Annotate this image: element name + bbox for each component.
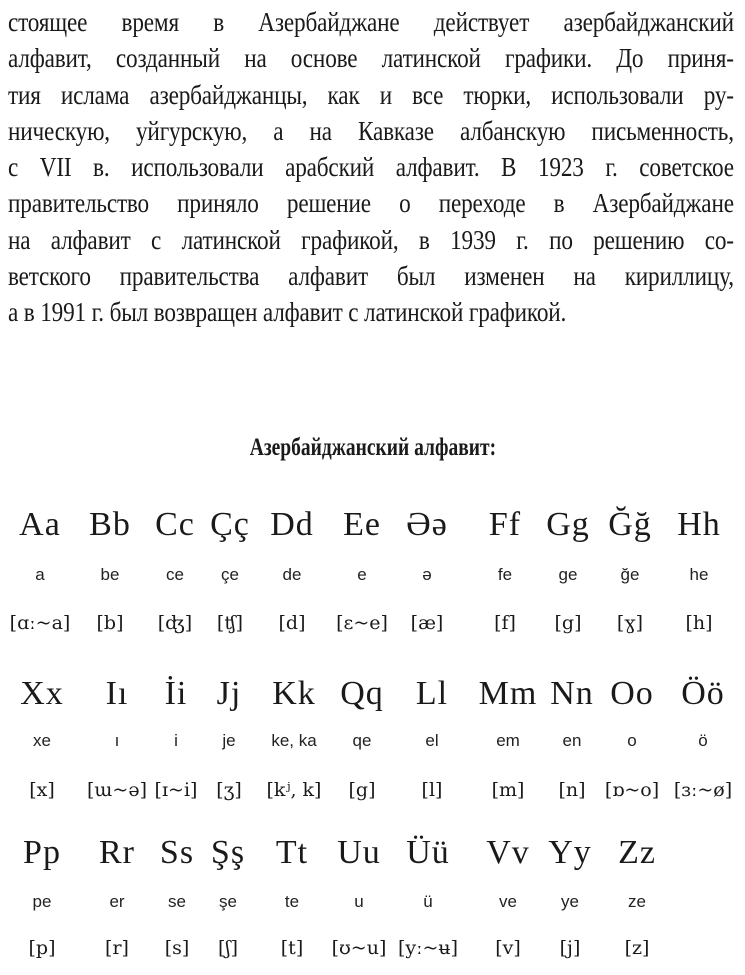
letter-ipa: [d] — [278, 612, 306, 634]
alphabet-letter: Rr — [99, 834, 135, 871]
alphabet-letter: Ğğ — [608, 506, 652, 543]
alphabet-letter: Yy — [548, 834, 592, 871]
letter-ipa: [ʒ] — [216, 779, 242, 801]
alphabet-letter: Gg — [546, 506, 590, 543]
letter-ipa: [z] — [624, 937, 650, 959]
alphabet-letter: Xx — [20, 675, 64, 712]
letter-name: ge — [558, 565, 578, 584]
paragraph-line: ветского правительства алфавит был изменен на кириллицу, — [8, 261, 734, 292]
paragraph-line: тия ислама азербайджанцы, как и все тюрки, использовали ру- — [8, 79, 734, 110]
letter-ipa: [p] — [28, 937, 56, 959]
alphabet-letter: Mm — [478, 675, 538, 712]
letter-name: ö — [698, 731, 708, 750]
alphabet-letter: Zz — [618, 834, 656, 871]
alphabet-letter: Üü — [406, 834, 450, 871]
letter-name: ze — [628, 892, 646, 911]
alphabet-letter: Nn — [550, 675, 594, 712]
alphabet-letter: Cc — [155, 506, 195, 543]
letter-ipa: [v] — [495, 937, 521, 959]
letter-name: a — [35, 565, 45, 584]
letter-name: ğe — [620, 565, 640, 584]
paragraph-line: стоящее время в Азербайджане действует азербайджанский — [8, 7, 734, 37]
letter-ipa: [l] — [421, 779, 443, 801]
letter-name: he — [689, 565, 709, 584]
alphabet-letter: Iı — [105, 675, 129, 712]
letter-name: ce — [166, 565, 184, 584]
letter-name: çe — [221, 565, 239, 584]
paragraph-line: с VII в. использовали арабский алфавит. В 1923 г. советское — [8, 152, 734, 183]
letter-name: şe — [219, 892, 237, 911]
letter-ipa: [ʃ] — [218, 937, 238, 959]
letter-ipa: [ɣ] — [616, 612, 644, 634]
letter-ipa: [ɛ~e] — [336, 612, 388, 634]
letter-ipa: [b] — [96, 612, 124, 634]
letter-name: el — [425, 731, 439, 750]
letter-name: er — [109, 892, 125, 911]
letter-ipa: [j] — [559, 937, 581, 959]
alphabet-letter: İi — [164, 675, 188, 712]
letter-ipa: [ɜː~ø] — [673, 779, 733, 801]
letter-name: se — [168, 892, 186, 911]
letter-name: ə — [422, 565, 432, 584]
letter-name: ı — [114, 731, 120, 750]
letter-ipa: [h] — [685, 612, 713, 634]
letter-ipa: [ʧ] — [216, 612, 244, 634]
letter-ipa: [æ] — [410, 612, 444, 634]
alphabet-heading-text: Азербайджанский алфавит: — [249, 434, 496, 461]
letter-ipa: [ɪ~i] — [154, 779, 198, 801]
letter-ipa: [s] — [164, 937, 190, 959]
alphabet-letter: Kk — [272, 675, 316, 712]
letter-ipa: [ɒ~o] — [604, 779, 660, 801]
letter-ipa: [r] — [105, 937, 129, 959]
alphabet-heading — [0, 432, 745, 464]
letter-ipa: [n] — [558, 779, 586, 801]
letter-ipa: [ʊ~u] — [331, 937, 387, 959]
letter-name: xe — [33, 731, 51, 750]
alphabet-letter: Uu — [337, 834, 381, 871]
letter-name: en — [562, 731, 582, 750]
letter-name: ü — [423, 892, 433, 911]
letter-ipa: [ɑː~a] — [9, 612, 71, 634]
alphabet-letter: Jj — [216, 675, 242, 712]
letter-ipa: [f] — [494, 612, 516, 634]
paragraph-line: правительство приняло решение о переходе в Азербайджане — [8, 188, 734, 219]
letter-ipa: [t] — [280, 937, 304, 959]
letter-ipa: [g] — [348, 779, 376, 801]
alphabet-letter: Ss — [159, 834, 195, 871]
letter-name: ke, ka — [271, 731, 317, 750]
paragraph-line: на алфавит с латинской графикой, в 1939 г. по решению со- — [8, 224, 734, 255]
alphabet-letter: Vv — [486, 834, 530, 871]
paragraph-line: ническую, уйгурскую, а на Кавказе албанскую письменность, — [8, 115, 734, 146]
alphabet-letter: Tt — [275, 834, 309, 871]
alphabet-letter: Aa — [19, 506, 61, 543]
letter-name: de — [282, 565, 302, 584]
letter-name: be — [100, 565, 120, 584]
alphabet-letter: Əə — [406, 506, 448, 543]
letter-ipa: [kʲ, k] — [266, 779, 322, 801]
letter-name: pe — [32, 892, 52, 911]
paragraph-line: алфавит, созданный на основе латинской графики. До приня- — [8, 43, 734, 74]
letter-ipa: [x] — [29, 779, 55, 801]
alphabet-letter: Qq — [340, 675, 384, 712]
letter-name: je — [222, 731, 236, 750]
alphabet-letter: Oo — [610, 675, 654, 712]
letter-name: qe — [352, 731, 372, 750]
letter-name: ve — [499, 892, 517, 911]
alphabet-letter: Şş — [210, 834, 246, 871]
alphabet-letter: Ee — [343, 506, 381, 543]
letter-name: fe — [497, 565, 513, 584]
alphabet-letter: Dd — [270, 506, 314, 543]
alphabet-letter: Bb — [89, 506, 131, 543]
letter-name: e — [357, 565, 367, 584]
history-paragraph — [8, 4, 734, 331]
letter-name: o — [627, 731, 637, 750]
letter-ipa: [ɯ~ə] — [86, 779, 147, 801]
letter-name: te — [284, 892, 300, 911]
letter-ipa: [g] — [554, 612, 582, 634]
letter-name: u — [354, 892, 364, 911]
letter-ipa: [yː~ʉ] — [397, 937, 459, 959]
alphabet-letter: Çç — [210, 506, 250, 543]
alphabet-letter: Pp — [23, 834, 61, 871]
letter-name: ye — [561, 892, 579, 911]
letter-name: i — [174, 731, 178, 750]
letter-name: em — [496, 731, 520, 750]
alphabet-letter: Ll — [415, 675, 449, 712]
alphabet-letter: Hh — [677, 506, 721, 543]
letter-ipa: [m] — [491, 779, 525, 801]
paragraph-line: а в 1991 г. был возвращен алфавит с латинской графикой. — [8, 297, 567, 328]
alphabet-letter: Öö — [681, 675, 725, 712]
letter-ipa: [ʤ] — [157, 612, 193, 634]
alphabet-letter: Ff — [488, 506, 522, 543]
